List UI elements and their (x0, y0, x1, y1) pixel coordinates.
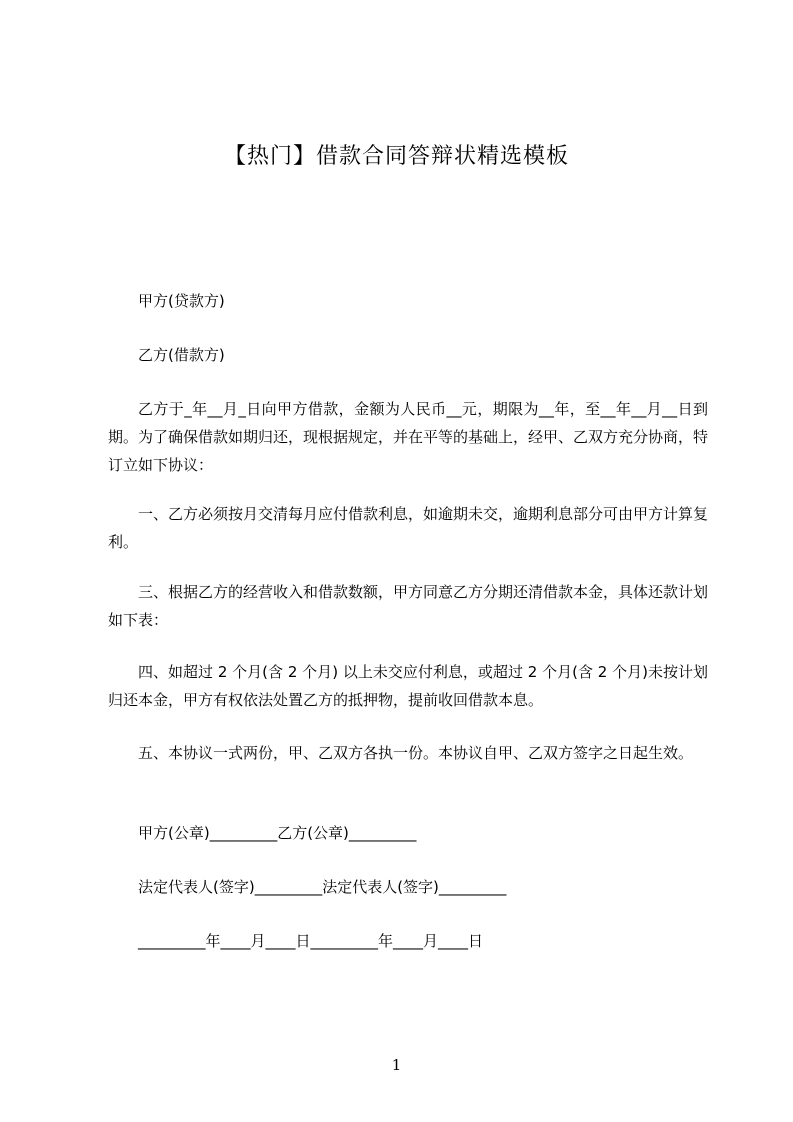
signing-dates-line: _________年____月____日_________年____月____日 (138, 932, 484, 950)
clause-four-paragraph: 四、如超过 2 个月(含 2 个月) 以上未交应付利息，或超过 2 个月(含 2 个月)未按计划归还本金，甲方有权依法处置乙方的抵押物，提前收回借款本息。 (108, 663, 708, 709)
company-seals-line: 甲方(公章)_________乙方(公章)_________ (138, 824, 417, 842)
document-title: 【热门】借款合同答辩状精选模板 (223, 144, 569, 169)
party-a-paragraph: 甲方(贷款方) (138, 292, 225, 310)
clause-five-paragraph: 五、本协议一式两份，甲、乙双方各执一份。本协议自甲、乙双方签字之日起生效。 (138, 744, 694, 762)
clause-three-paragraph: 三、根据乙方的经营收入和借款数额，甲方同意乙方分期还清借款本金，具体还款计划如下表： (108, 583, 709, 629)
representative-signatures-line: 法定代表人(签字)_________法定代表人(签字)_________ (138, 878, 507, 896)
loan-terms-paragraph: 乙方于_年__月_日向甲方借款，金额为人民币__元，期限为__年，至__年__月__日到期。为了确保借款如期归还，现根据规定，并在平等的基础上，经甲、乙双方充分协商，特订立如下协议： (108, 400, 709, 474)
page-number: 1 (391, 1056, 402, 1074)
clause-one-paragraph: 一、乙方必须按月交清每月应付借款利息，如逾期未交，逾期利息部分可由甲方计算复利。 (108, 505, 709, 551)
party-b-paragraph: 乙方(借款方) (138, 346, 225, 364)
